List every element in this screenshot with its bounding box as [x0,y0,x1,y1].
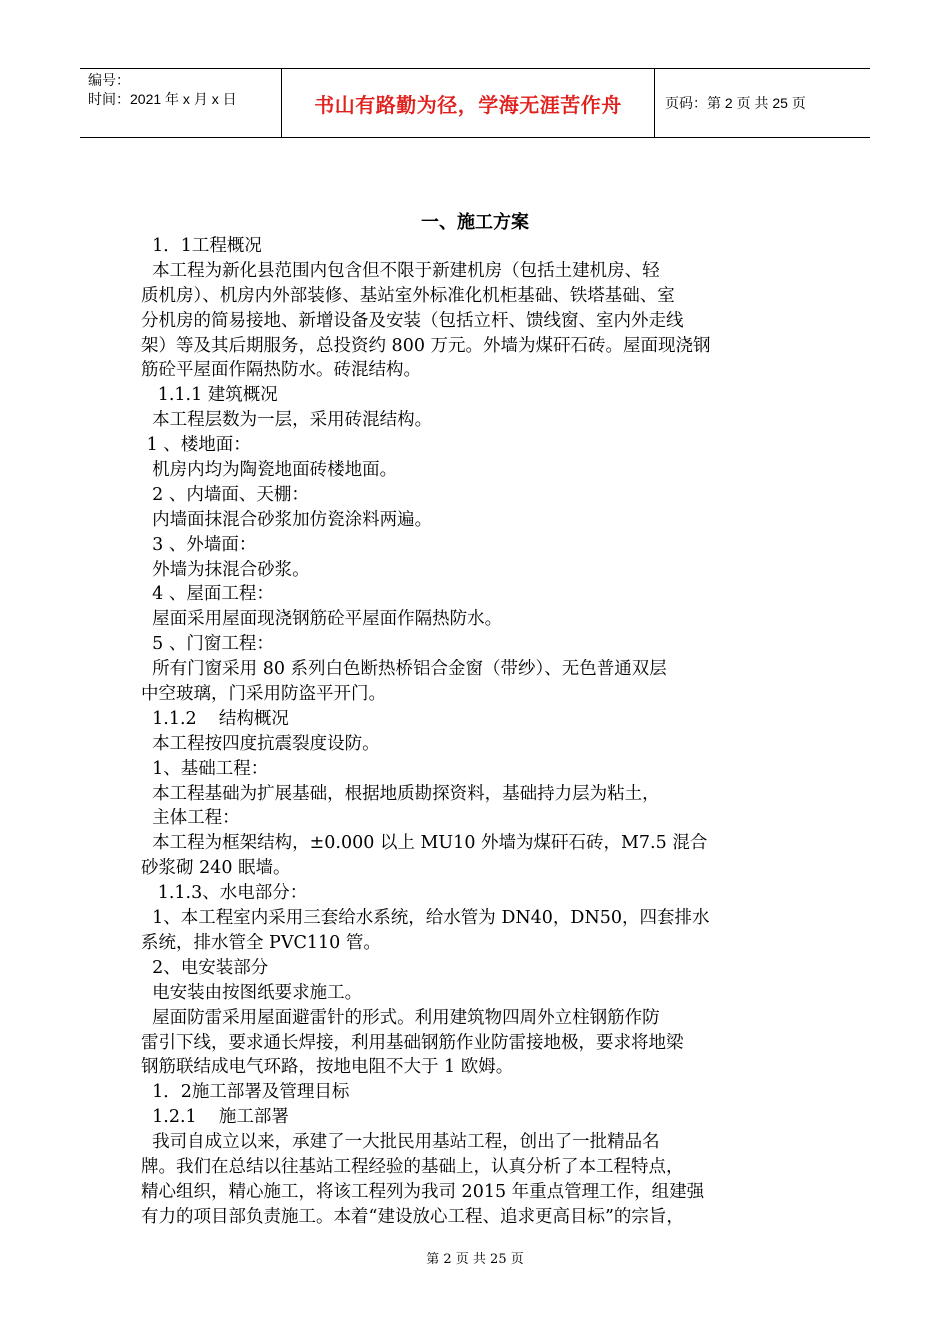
page-footer: 第 2 页 共 25 页 [426,1252,524,1267]
header-time: 时间：2021 年 x 月 x 日 [88,91,237,107]
paragraph-line: 1.1.3、水电部分： [141,883,308,904]
paragraph-line: 2 、内墙面、天棚： [141,484,309,505]
paragraph-line: 所有门窗采用 80 系列白色断热桥铝合金窗（带纱）、无色普通双层 [141,659,667,680]
page-header [80,68,870,138]
paragraph-line: 牌。我们在总结以往基站工程经验的基础上，认真分析了本工程特点， [141,1156,684,1177]
paragraph-line: 主体工程： [141,808,240,829]
paragraph-line: 内墙面抹混合砂浆加仿瓷涂料两遍。 [141,509,433,530]
paragraph-line: 屋面防雷采用屋面避雷针的形式。利用建筑物四周外立柱钢筋作防 [141,1007,660,1028]
paragraph-line: 砂浆砌 240 眠墙。 [141,858,291,879]
header-page-info: 页码：第 2 页 共 25 页 [665,95,806,111]
paragraph-line: 5 、门窗工程： [141,634,274,655]
paragraph-line: 分机房的简易接地、新增设备及安装（包括立杆、馈线窗、室内外走线 [141,310,684,331]
paragraph-line: 质机房）、机房内外部装修、基站室外标准化机柜基础、铁塔基础、室 [141,285,675,306]
paragraph-line: 有力的项目部负责施工。本着“建设放心工程、追求更高目标”的宗旨， [141,1206,684,1227]
paragraph-line: 屋面采用屋面现浇钢筋砼平屋面作隔热防水。 [141,609,503,630]
document-body [141,234,811,1230]
header-meta [88,71,237,109]
paragraph-line: 本工程按四度抗震裂度设防。 [141,733,380,754]
paragraph-line: 电安装由按图纸要求施工。 [141,982,363,1003]
section-title: 一、施工方案 [421,212,529,233]
paragraph-line: 本工程基础为扩展基础，根据地质勘探资料，基础持力层为粘土， [141,783,660,804]
paragraph-line: 1．2施工部署及管理目标 [141,1082,350,1103]
paragraph-line: 1．1工程概况 [141,236,262,256]
paragraph-line: 机房内均为陶瓷地面砖楼地面。 [141,460,398,481]
paragraph-line: 1、本工程室内采用三套给水系统，给水管为 DN40，DN50，四套排水 [141,908,710,929]
paragraph-line: 本工程层数为一层，采用砖混结构。 [141,410,433,431]
paragraph-line: 1.1.1 建筑概况 [141,385,278,406]
paragraph-line: 2、电安装部分 [141,957,269,978]
paragraph-line: 精心组织，精心施工，将该工程列为我司 2015 年重点管理工作，组建强 [141,1181,705,1202]
paragraph-line: 4 、屋面工程： [141,584,274,605]
paragraph-line: 1.1.2 结构概况 [141,708,289,729]
header-motto: 书山有路勤为径，学海无涯苦作舟 [281,69,655,137]
paragraph-line: 我司自成立以来，承建了一大批民用基站工程，创出了一批精品名 [141,1132,660,1153]
paragraph-line: 1、基础工程： [141,758,269,779]
paragraph-line: 系统，排水管全 PVC110 管。 [141,932,381,953]
paragraph-line: 本工程为框架结构，±0.000 以上 MU10 外墙为煤矸石砖，M7.5 混合 [141,833,708,854]
paragraph-line: 本工程为新化县范围内包含但不限于新建机房（包括土建机房、轻 [141,260,660,281]
paragraph-line: 1 、楼地面： [141,435,251,456]
paragraph-line: 钢筋联结成电气环路，按地电阻不大于 1 欧姆。 [141,1057,514,1078]
paragraph-line: 架）等及其后期服务，总投资约 800 万元。外墙为煤矸石砖。屋面现浇钢 [141,335,711,356]
paragraph-line: 中空玻璃，门采用防盗平开门。 [141,684,386,705]
paragraph-line: 筋砼平屋面作隔热防水。砖混结构。 [141,360,421,381]
header-number: 编号： [88,72,130,88]
paragraph-line: 3 、外墙面： [141,534,257,555]
paragraph-line: 外墙为抹混合砂浆。 [141,559,310,580]
paragraph-line: 雷引下线，要求通长焊接，利用基础钢筋作业防雷接地极，要求将地梁 [141,1032,684,1053]
paragraph-line: 1.2.1 施工部署 [141,1107,289,1128]
